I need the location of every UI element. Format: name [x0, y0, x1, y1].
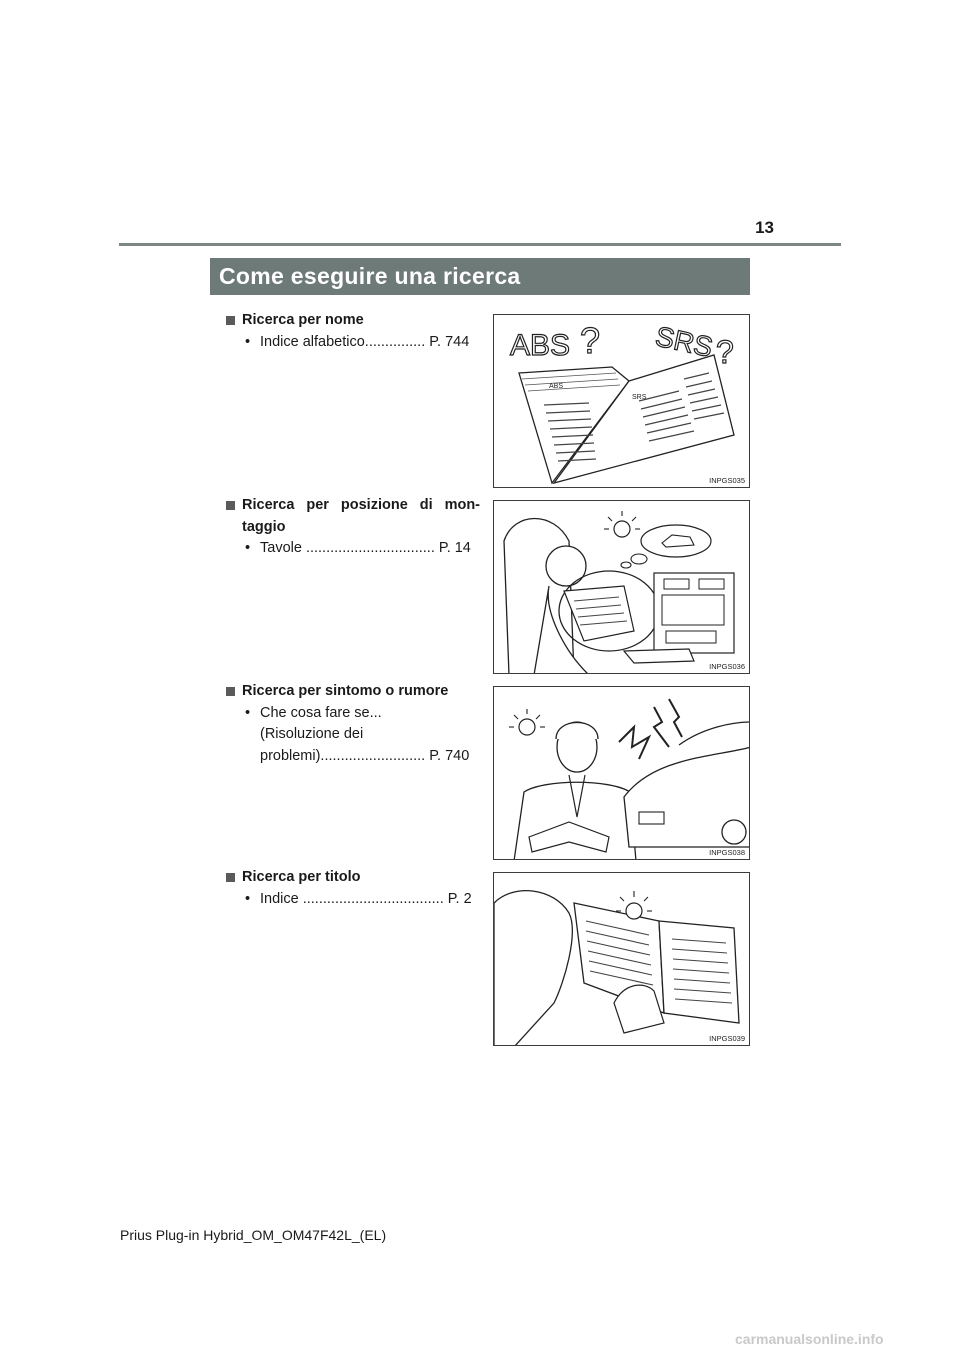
person-car-illustration-icon — [494, 687, 750, 860]
illustration-code: INPGS035 — [709, 476, 745, 485]
square-bullet-icon — [226, 687, 235, 696]
footer-document-name: Prius Plug-in Hybrid_OM_OM47F42L_(EL) — [120, 1227, 387, 1243]
illustration-driver-console — [493, 500, 750, 674]
svg-text:?: ? — [580, 320, 601, 361]
illustration-code: INPGS036 — [709, 662, 745, 671]
illustration-code: INPGS039 — [709, 1034, 745, 1043]
reading-illustration-icon — [494, 873, 750, 1046]
square-bullet-icon — [226, 873, 235, 882]
entry-title: Ricerca per posizione di mon-taggio — [226, 495, 480, 538]
driver-illustration-icon — [494, 501, 750, 674]
illustration-person-car-noise — [493, 686, 750, 860]
entry-search-by-title — [226, 867, 480, 910]
illustration-code: INPGS038 — [709, 848, 745, 857]
entry-title: Ricerca per titolo — [226, 867, 480, 889]
entry-reference-cont[interactable]: problemi).......................... P. 740 — [260, 747, 470, 764]
entry-reference[interactable]: • Indice ................................... P. 2 — [226, 889, 480, 911]
page-number: 13 — [755, 218, 774, 237]
bullet-icon: • — [245, 333, 251, 350]
illustration-person-reading — [493, 872, 750, 1046]
entry-title: Ricerca per nome — [226, 310, 480, 332]
bullet-icon: • — [245, 704, 251, 721]
svg-text:?: ? — [716, 334, 734, 370]
svg-text:SRS: SRS — [632, 394, 647, 401]
illustration-book-abs-srs — [493, 314, 750, 488]
square-bullet-icon — [226, 316, 235, 325]
entry-reference[interactable]: • Indice alfabetico............... P. 744 — [226, 332, 480, 354]
entry-reference[interactable]: • Che cosa fare se... — [226, 703, 480, 725]
entry-search-by-name — [226, 310, 480, 353]
svg-text:SRS: SRS — [652, 320, 716, 363]
bullet-icon: • — [245, 540, 251, 556]
entry-search-by-symptom — [226, 681, 480, 767]
svg-text:ABS: ABS — [510, 329, 571, 362]
section-title: Come eseguire una ricerca — [210, 258, 750, 295]
book-illustration-icon — [494, 315, 750, 488]
square-bullet-icon — [226, 501, 235, 510]
svg-text:ABS: ABS — [549, 383, 564, 390]
watermark[interactable]: carmanualsonline.info — [735, 1331, 884, 1347]
entry-reference-cont: (Risoluzione dei — [260, 726, 364, 742]
entry-title: Ricerca per sintomo o rumore — [226, 681, 480, 703]
bullet-icon: • — [245, 890, 251, 907]
entry-search-by-location — [226, 495, 480, 560]
entry-reference[interactable]: • Tavole ................................ P. 14 — [226, 538, 480, 560]
header-rule — [119, 243, 841, 246]
